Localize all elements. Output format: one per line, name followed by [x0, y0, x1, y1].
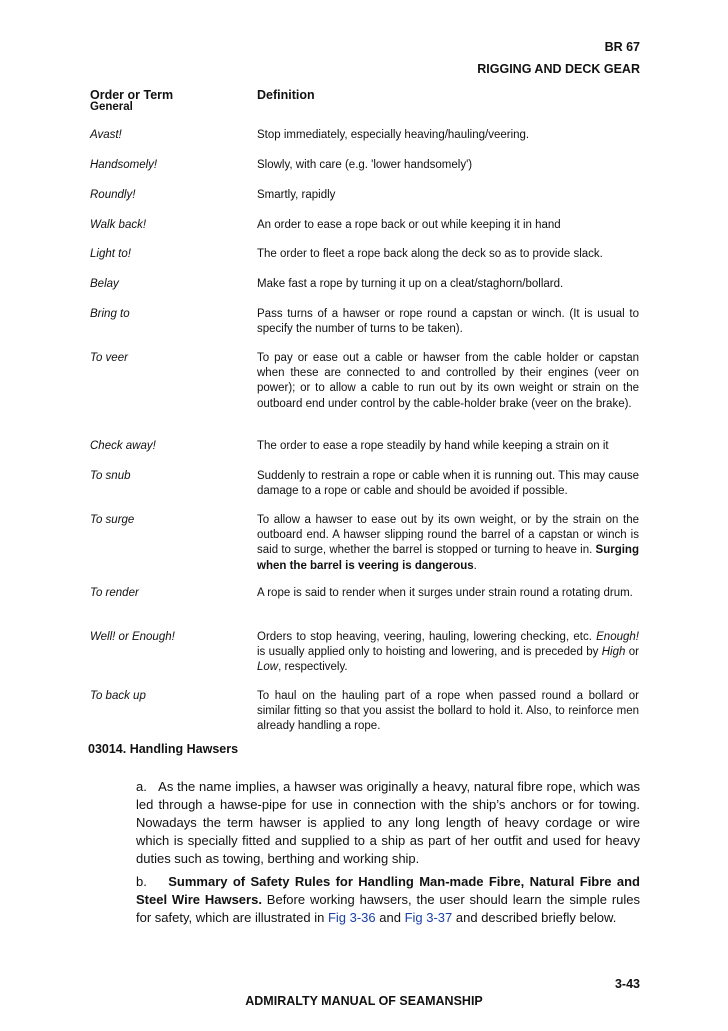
page-number: 3-43	[614, 977, 640, 991]
paragraph-a	[136, 778, 640, 868]
definition: To haul on the hauling part of a rope when passed round a bollard or similar fitting so that you assist the bollard to hold it. Also, to reinforce men already handling a rope.	[257, 690, 639, 733]
header-code: BR 67	[604, 40, 640, 54]
term: To back up	[90, 690, 146, 702]
term: Well! or Enough!	[90, 631, 175, 643]
paragraph-label: a.	[136, 779, 147, 794]
definition	[257, 513, 639, 574]
definition-part-italic: Low	[257, 661, 279, 674]
footer-text: ADMIRALTY MANUAL OF SEAMANSHIP	[245, 994, 483, 1008]
paragraph-b	[136, 873, 640, 927]
term: To snub	[90, 470, 131, 482]
definition: Smartly, rapidly	[257, 189, 336, 201]
fig-3-37-link[interactable]: Fig 3-37	[404, 910, 453, 925]
term-row	[90, 188, 639, 203]
definition: Make fast a rope by turning it up on a cleat/staghorn/bollard.	[257, 278, 564, 290]
definition: The order to fleet a rope back along the deck so as to provide slack.	[257, 248, 603, 260]
paragraph-label: b.	[136, 874, 147, 889]
definition-part: is usually applied only to hoisting and lowering, and is preceded by	[257, 646, 602, 659]
term-row	[90, 218, 639, 233]
term-row	[90, 277, 639, 292]
definition: Pass turns of a hawser or rope round a capstan or winch. (It is usual to specify the number of turns to be taken).	[257, 308, 639, 336]
term: Walk back!	[90, 219, 147, 231]
term: Belay	[90, 278, 119, 290]
column-header-definition: Definition	[257, 88, 315, 102]
definition: A rope is said to render when it surges under strain round a rotating drum.	[257, 587, 633, 599]
term: Check away!	[90, 440, 156, 452]
section-label-general: General	[90, 101, 133, 113]
definition-part: or	[625, 646, 639, 659]
definition: Suddenly to restrain a rope or cable when it is running out. This may cause damage to a rope or cable and should be avoided if possible.	[257, 470, 639, 498]
term: Light to!	[90, 248, 131, 260]
definition-warning: Surging when the barrel is veering is dangerous	[257, 544, 639, 572]
paragraph-text: and described briefly below.	[452, 910, 617, 925]
definition-part: , respectively.	[278, 661, 348, 674]
paragraph-text: and	[375, 910, 405, 925]
definition: Stop immediately, especially heaving/hauling/veering.	[257, 129, 530, 141]
definition: The order to ease a rope steadily by hand while keeping a strain on it	[257, 440, 609, 452]
term-row	[90, 689, 639, 735]
definition: An order to ease a rope back or out while keeping it in hand	[257, 219, 561, 231]
term-row	[90, 158, 639, 173]
definition: To pay or ease out a cable or hawser from the cable holder or capstan when these are connected to and controlled by their engines (veer on power); or to allow a cable to run out by its own weight or strain on the outboard end under control by the cable-holder brake (veer on the brake).	[257, 352, 639, 410]
paragraph-text: As the name implies, a hawser was originally a heavy, natural fibre rope, which was led through a hawse-pipe for use in connection with the ship’s anchors or for towing. Nowadays the term hawser is applied to any long length of heavy cordage or wire which is specially fitted and supplied to a ship as part of her outfit and used for heavy duties such as towing, berthing and working ship.	[136, 779, 640, 866]
term: To render	[90, 587, 139, 599]
term-row	[90, 307, 639, 337]
term: Roundly!	[90, 189, 136, 201]
header-title: RIGGING AND DECK GEAR	[477, 62, 640, 76]
term-row	[90, 439, 639, 454]
paragraph-text: Before working hawsers, the user should learn the simple rules for safety, which are illustrated in	[136, 892, 640, 925]
term-row	[90, 351, 639, 412]
term: To surge	[90, 514, 135, 526]
term: Handsomely!	[90, 159, 158, 171]
definition-part: Orders to stop heaving, veering, hauling, lowering checking, etc.	[257, 631, 597, 643]
term-row	[90, 469, 639, 499]
section-heading: 03014. Handling Hawsers	[88, 742, 239, 756]
paragraph-bold-title: Summary of Safety Rules for Handling Man-made Fibre, Natural Fibre and Steel Wire Hawsers.	[136, 874, 640, 907]
term: To veer	[90, 352, 128, 364]
term-row	[90, 630, 639, 676]
footer-title	[0, 994, 728, 1008]
definition	[257, 630, 639, 676]
term-row	[90, 128, 639, 143]
term-row	[90, 247, 639, 262]
term-row	[90, 513, 639, 574]
definition-part-italic: High	[601, 646, 626, 659]
term-row	[90, 586, 639, 601]
column-header-term: Order or Term	[90, 88, 174, 102]
definition-text: To allow a hawser to ease out by its own weight, or by the strain on the outboard end. A hawser slipping round the barrel of a capstan or winch is said to surge, whether the barrel is stopped or turning to heave in.	[257, 514, 639, 557]
definition-end: .	[473, 559, 477, 572]
term: Avast!	[90, 129, 122, 141]
term: Bring to	[90, 308, 130, 320]
definition: Slowly, with care (e.g. 'lower handsomely')	[257, 159, 473, 171]
definition-part-italic: Enough!	[596, 631, 639, 643]
fig-3-36-link[interactable]: Fig 3-36	[327, 910, 376, 925]
